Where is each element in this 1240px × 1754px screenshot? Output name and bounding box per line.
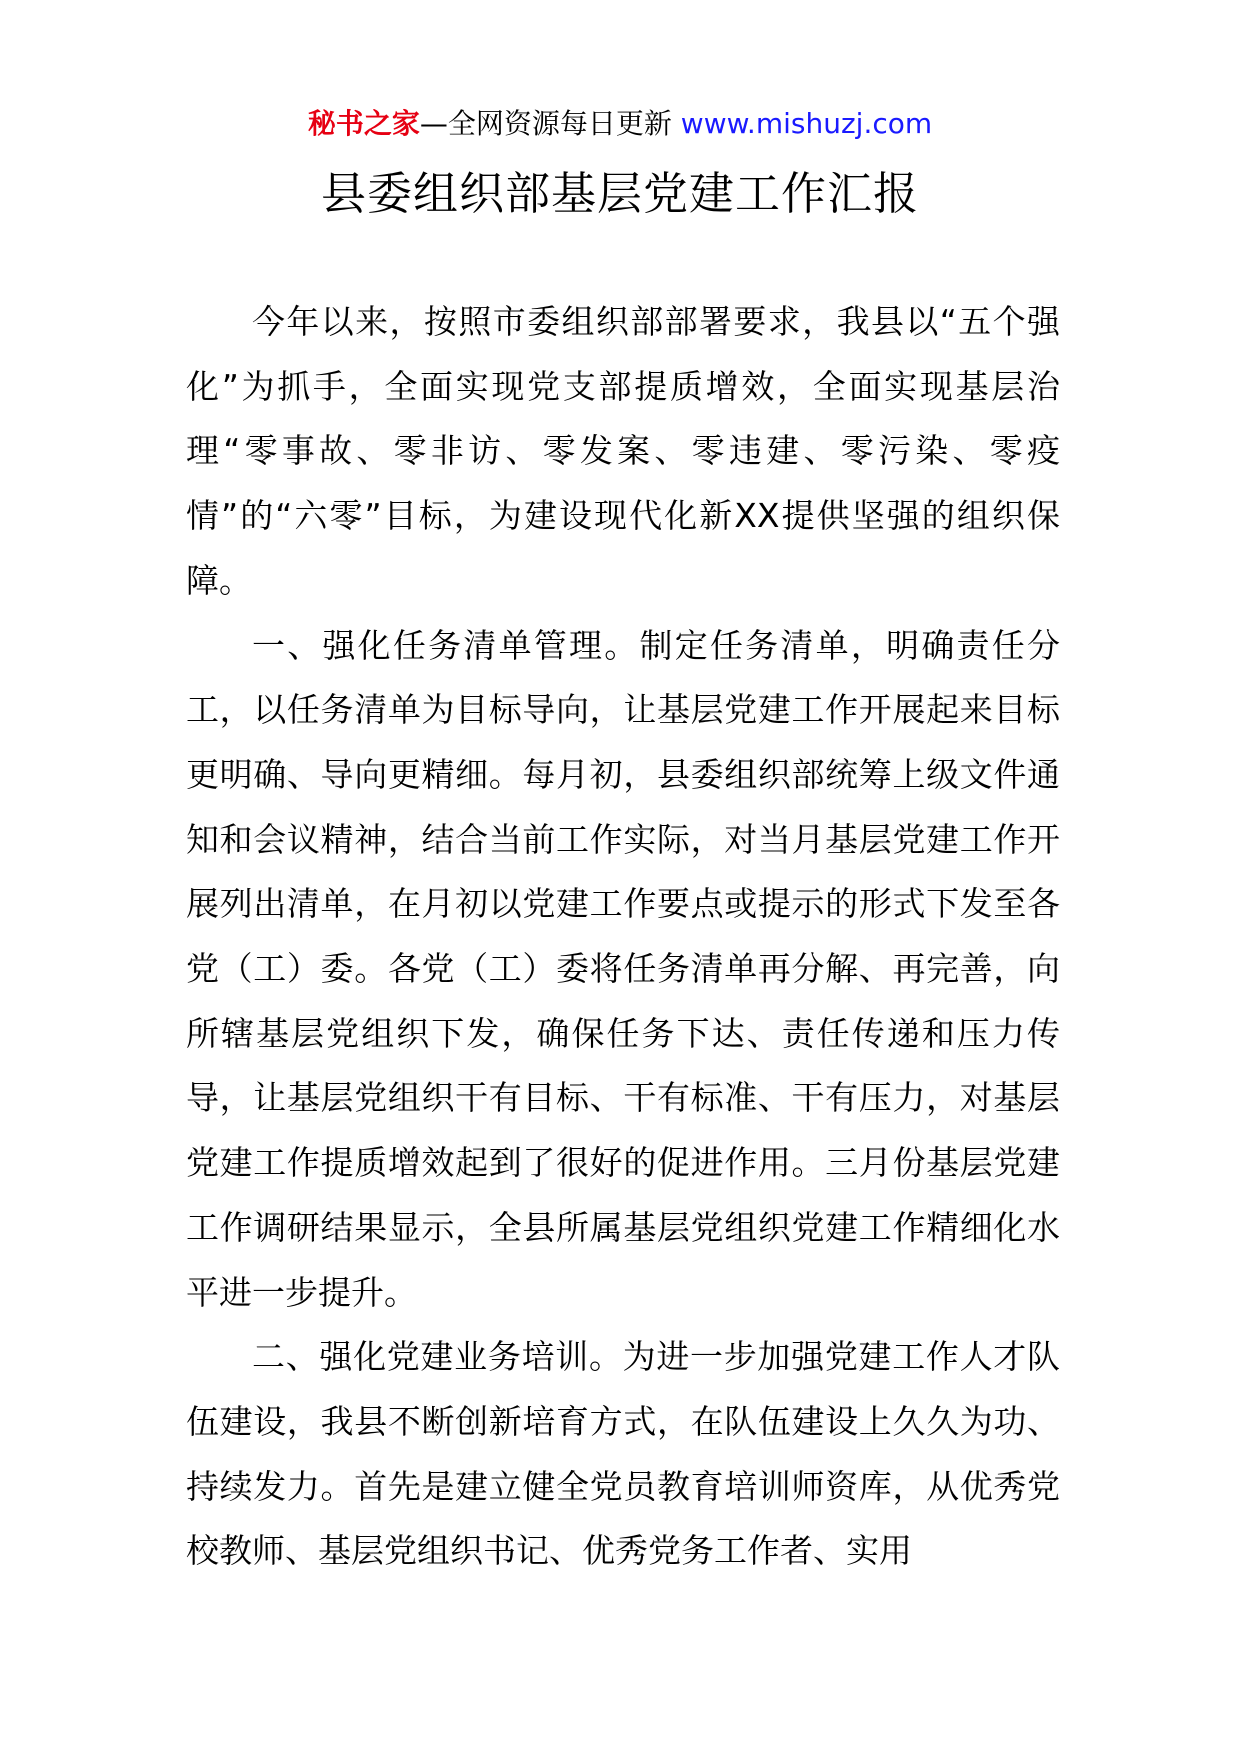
site-banner — [0, 104, 1240, 144]
site-url[interactable]: www.mishuzj.com — [680, 107, 933, 140]
document-title: 县委组织部基层党建工作汇报 — [320, 167, 919, 220]
brand-name: 秘书之家 — [307, 107, 420, 140]
paragraph-section-1: 一、强化任务清单管理。制定任务清单，明确责任分工，以任务清单为目标导向，让基层党建工作开展起来目标更明确、导向更精细。每月初，县委组织部统筹上级文件通知和会议精神，结合当前工作实际，对当月基层党建工作开展列出清单，在月初以党建工作要点或提示的形式下发至各党（工）委。各党（工）委将任务清单再分解、再完善，向所辖基层党组织下发，确保任务下达、责任传递和压力传导，让基层党组织干有目标、干有标准、干有压力，对基层党建工作提质增效起到了很好的促进作用。三月份基层党建工作调研结果显示，全县所属基层党组织党建工作精细化水平进一步提升。 — [186, 625, 1060, 1312]
paragraph-section-2: 二、强化党建业务培训。为进一步加强党建工作人才队伍建设，我县不断创新培育方式，在队伍建设上久久为功、持续发力。首先是建立健全党员教育培训师资库，从优秀党校教师、基层党组织书记、优秀党务工作者、实用 — [186, 1337, 1060, 1571]
banner-tagline: —全网资源每日更新 — [419, 107, 672, 140]
paragraph-intro: 今年以来，按照市委组织部部署要求，我县以“五个强化”为抓手，全面实现党支部提质增效，全面实现基层治理“零事故、零非访、零发案、零违建、零污染、零疫情”的“六零”目标，为建设现代化新XX提供坚强的组织保障。 — [186, 302, 1060, 600]
document-body — [186, 290, 1060, 1584]
